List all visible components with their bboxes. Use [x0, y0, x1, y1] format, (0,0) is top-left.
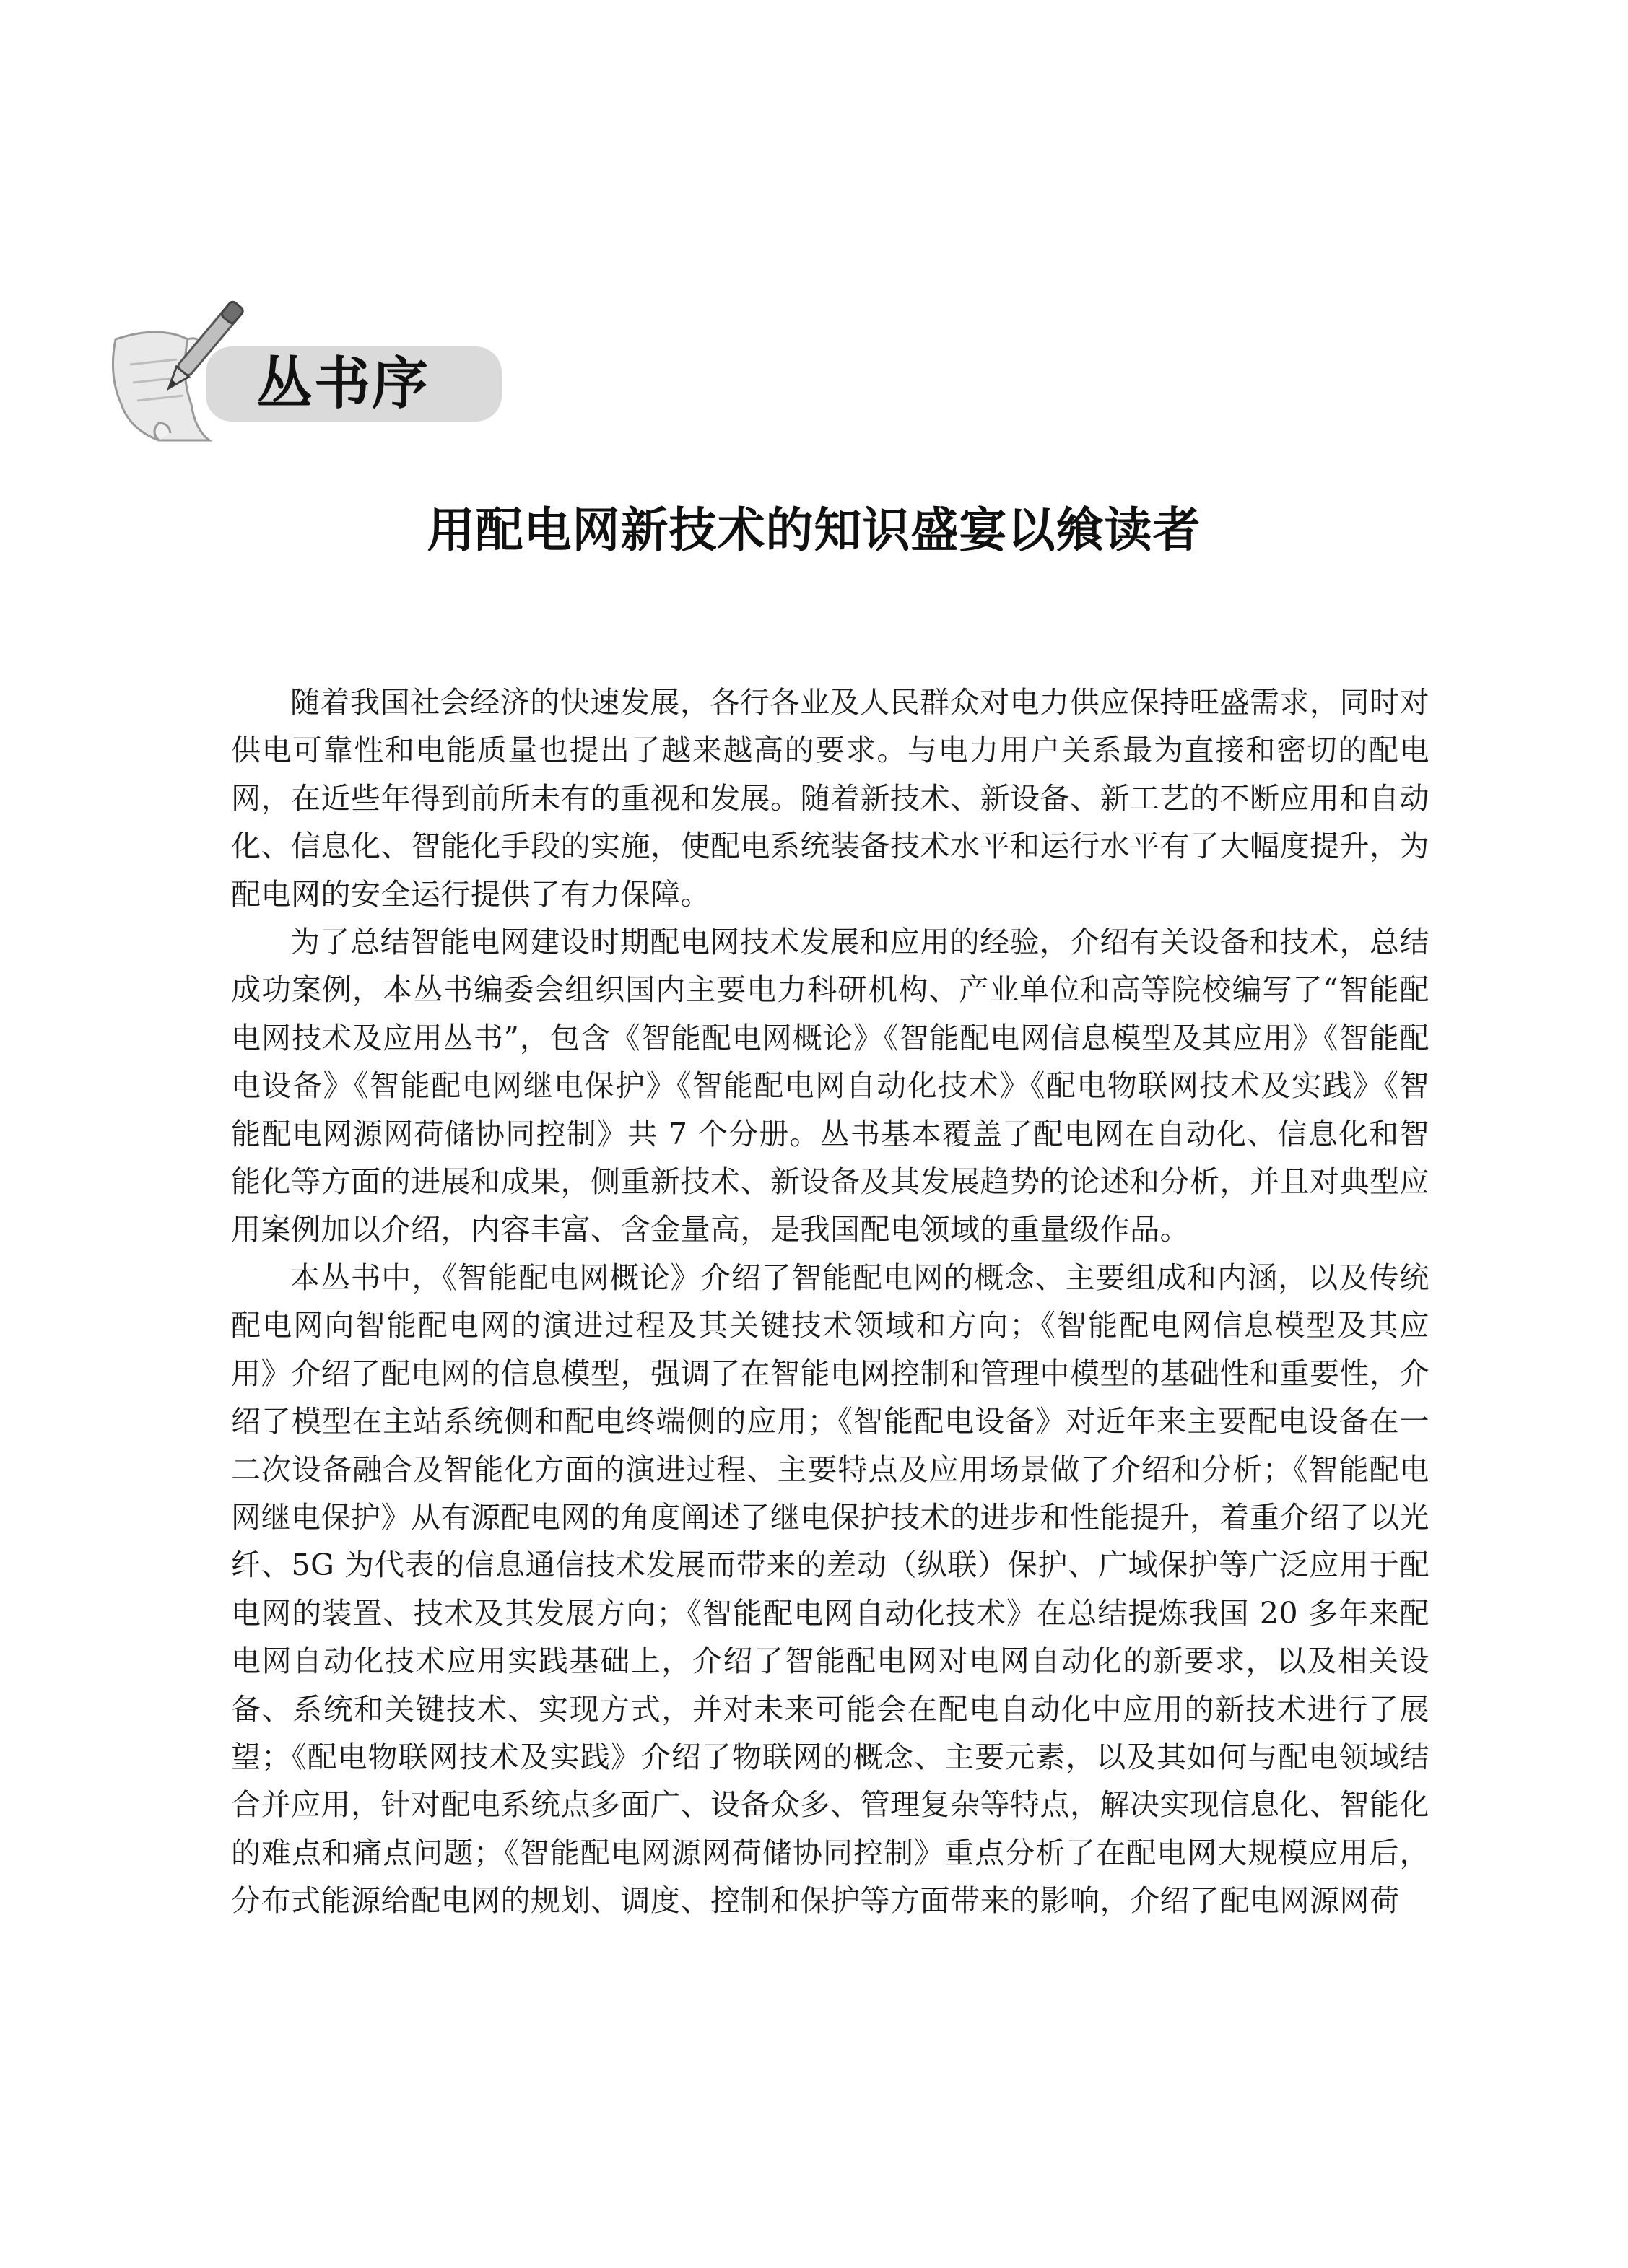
page-title: 用配电网新技术的知识盛宴以飨读者 [427, 502, 1201, 558]
paragraph: 本丛书中，《智能配电网概论》介绍了智能配电网的概念、主要组成和内涵，以及传统配电网向智能配电网的演进过程及其关键技术领域和方向；《智能配电网信息模型及其应用》介绍了配电网的信息模型，强调了在智能电网控制和管理中模型的基础性和重要性，介绍了模型在主站系统侧和配电终端侧的应用；《智能配电设备》对近年来主要配电设备在一二次设备融合及智能化方面的演进过程、主要特点及应用场景做了介绍和分析；《智能配电网继电保护》从有源配电网的角度阐述了继电保护技术的进步和性能提升，着重介绍了以光纤、5G 为代表的信息通信技术发展而带来的差动（纵联）保护、广域保护等广泛应用于配电网的装置、技术及其发展方向；《智能配电网自动化技术》在总结提炼我国 20 多年来配电网自动化技术应用实践基础上，介绍了智能配电网对电网自动化的新要求，以及相关设备、系统和关键技术、实现方式，并对未来可能会在配电自动化中应用的新技术进行了展望；《配电物联网技术及实践》介绍了物联网的概念、主要元素，以及其如何与配电领域结合并应用，针对配电系统点多面广、设备众多、管理复杂等特点，解决实现信息化、智能化的难点和痛点问题；《智能配电网源网荷储协同控制》重点分析了在配电网大规模应用后，分布式能源给配电网的规划、调度、控制和保护等方面带来的影响，介绍了配电网源网荷 [231, 1260, 1429, 1919]
paragraph: 为了总结智能电网建设时期配电网技术发展和应用的经验，介绍有关设备和技术，总结成功案例，本丛书编委会组织国内主要电力科研机构、产业单位和高等院校编写了“智能配电网技术及应用丛书”，包含《智能配电网概论》《智能配电网信息模型及其应用》《智能配电设备》《智能配电网继电保护》《智能配电网自动化技术》《配电物联网技术及实践》《智能配电网源网荷储协同控制》共 7 个分册。丛书基本覆盖了配电网在自动化、信息化和智能化等方面的进展和成果，侧重新技术、新设备及其发展趋势的论述和分析，并且对典型应用案例加以介绍，内容丰富、含金量高，是我国配电领域的重量级作品。 [231, 925, 1429, 1247]
section-label: 丛书序 [256, 352, 430, 416]
paragraph: 随着我国社会经济的快速发展，各行各业及人民群众对电力供应保持旺盛需求，同时对供电可靠性和电能质量也提出了越来越高的要求。与电力用户关系最为直接和密切的配电网，在近些年得到前所未有的重视和发展。随着新技术、新设备、新工艺的不断应用和自动化、信息化、智能化手段的实施，使配电系统装备技术水平和运行水平有了大幅度提升，为配电网的安全运行提供了有力保障。 [231, 685, 1429, 912]
body-text [231, 679, 1429, 1925]
